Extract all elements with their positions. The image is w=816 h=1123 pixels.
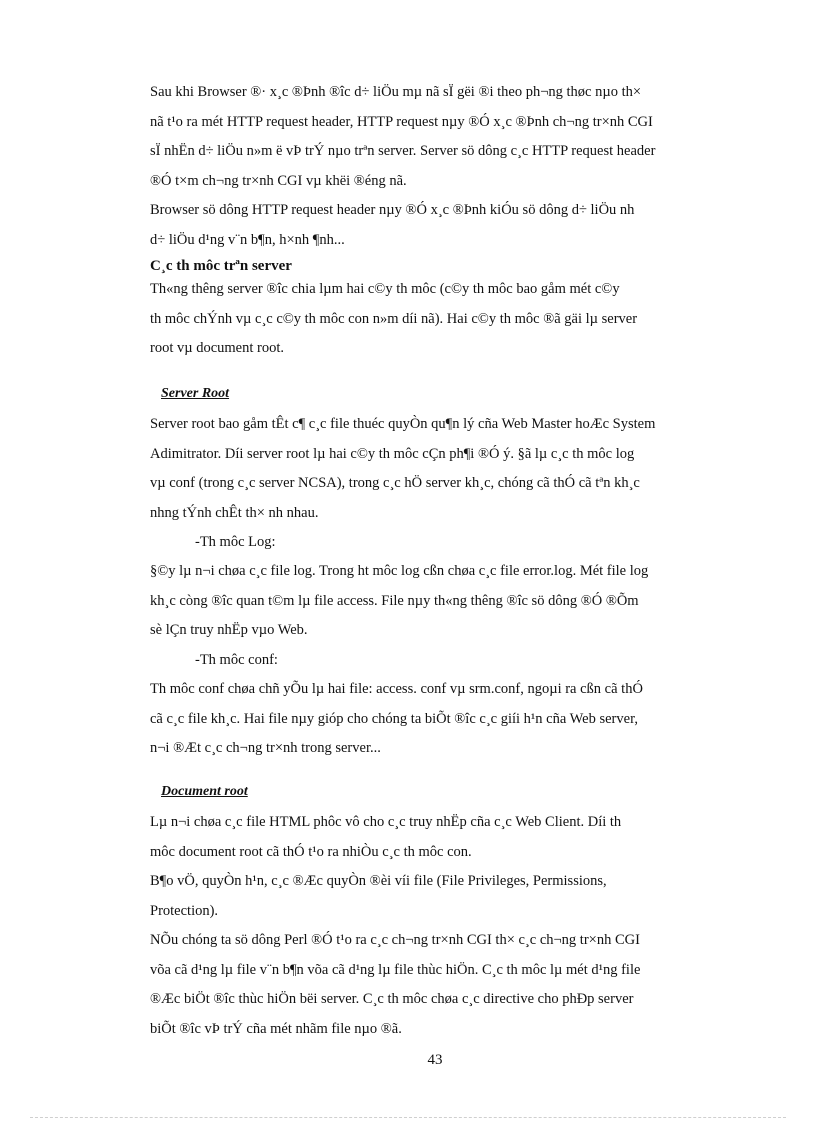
subheading-server-root: Server Root bbox=[161, 386, 230, 401]
text-line: sè lÇn truy nhËp vµo Web. bbox=[150, 622, 308, 638]
text-line: Sau khi Browser ®· x¸c ®Þnh ®îc d÷ liÖu mµ nã sÏ gëi ®i theo ph¬ng thøc nµo th× bbox=[150, 84, 642, 100]
text-line: d÷ liÖu d¹ng v¨n b¶n, h×nh ¶nh... bbox=[150, 231, 345, 248]
text-line: cã c¸c file kh¸c. Hai file nµy gióp cho chóng ta biÕt ®îc c¸c giíi h¹n cña Web server, bbox=[150, 710, 638, 727]
paragraph-file-permissions bbox=[150, 867, 722, 926]
text-line: ®Æc biÖt ®îc thùc hiÖn bëi server. C¸c th môc chøa c¸c directive cho phÐp server bbox=[150, 991, 634, 1007]
text-line: Th«ng thêng server ®îc chia lµm hai c©y th môc (c©y th môc bao gåm mét c©y bbox=[150, 281, 620, 297]
text-line: -Th môc Log: bbox=[195, 534, 276, 550]
text-line: th môc chÝnh vµ c¸c c©y th môc con n»m díi nã). Hai c©y th môc ®ã gäi lµ server bbox=[150, 310, 638, 327]
list-item-conf-folder bbox=[195, 646, 595, 676]
text-line: Protection). bbox=[150, 902, 219, 919]
subheading-document-root: Document root bbox=[161, 784, 248, 799]
text-line: n¬i ®Æt c¸c ch¬ng tr×nh trong server... bbox=[150, 740, 381, 756]
text-line: -Th môc conf: bbox=[195, 652, 278, 668]
text-line: vµ conf (trong c¸c server NCSA), trong c¸c hÖ server kh¸c, chóng cã thÓ cã tªn kh¸c bbox=[150, 475, 640, 491]
text-line: biÕt ®îc vÞ trÝ cña mét nhãm file nµo ®ã. bbox=[150, 1020, 402, 1037]
text-line: Server root bao gåm tÊt c¶ c¸c file thuéc quyÒn qu¶n lý cña Web Master hoÆc System bbox=[150, 416, 656, 432]
paragraph-browser-header bbox=[150, 196, 722, 255]
text-line: NÕu chóng ta sö dông Perl ®Ó t¹o ra c¸c ch¬ng tr×nh CGI th× c¸c ch¬ng tr×nh CGI bbox=[150, 932, 640, 948]
text-line: Lµ n¬i chøa c¸c file HTML phôc vô cho c¸c truy nhËp cña c¸c Web Client. Díi th bbox=[150, 814, 622, 830]
paragraph-perl-cgi bbox=[150, 926, 722, 1044]
text-line: nhng tÝnh chÊt th× nh nhau. bbox=[150, 504, 319, 521]
text-line: nã t¹o ra mét HTTP request header, HTTP request nµy ®Ó x¸c ®Þnh ch¬ng tr×nh CGI bbox=[150, 113, 653, 130]
page-number: 43 bbox=[427, 1052, 443, 1068]
section-heading-server-folders: C¸c th môc trªn server bbox=[150, 258, 292, 274]
paragraph-server-folders bbox=[150, 275, 722, 364]
text-line: võa cã d¹ng lµ file v¨n b¶n võa cã d¹ng lµ file thùc hiÖn. C¸c th môc lµ mét d¹ng file bbox=[150, 961, 641, 978]
list-item-log-folder bbox=[195, 528, 595, 558]
page-bottom-divider bbox=[30, 1117, 786, 1118]
text-line: sÏ nhËn d÷ liÖu n»m ë vÞ trÝ nµo trªn server. Server sö dông c¸c HTTP request header bbox=[150, 143, 656, 159]
text-line: môc document root cã thÓ t¹o ra nhiÒu c¸c th môc con. bbox=[150, 843, 472, 860]
paragraph-server-root bbox=[150, 410, 722, 528]
paragraph-conf-folder bbox=[150, 675, 722, 764]
text-line: Browser sö dông HTTP request header nµy ®Ó x¸c ®Þnh kiÓu sö dông d÷ liÖu nh bbox=[150, 202, 635, 218]
text-line: §©y lµ n¬i chøa c¸c file log. Trong ht môc log cßn chøa c¸c file error.log. Mét file log bbox=[150, 563, 649, 579]
paragraph-document-root bbox=[150, 808, 722, 867]
text-line: root vµ document root. bbox=[150, 340, 284, 356]
text-line: kh¸c còng ®îc quan t©m lµ file access. File nµy th«ng thêng ®îc sö dông ®Ó ®Õm bbox=[150, 592, 639, 609]
text-line: Th môc conf chøa chñ yÕu lµ hai file: access. conf vµ srm.conf, ngoµi ra cßn cã thÓ bbox=[150, 681, 643, 697]
text-line: Adimitrator. Díi server root lµ hai c©y th môc cÇn ph¶i ®Ó ý. §ã lµ c¸c th môc log bbox=[150, 445, 635, 462]
text-line: B¶o vÖ, quyÒn h¹n, c¸c ®Æc quyÒn ®èi víi file (File Privileges, Permissions, bbox=[150, 873, 607, 889]
paragraph-browser-request bbox=[150, 78, 722, 196]
text-line: ®Ó t×m ch¬ng tr×nh CGI vµ khëi ®éng nã. bbox=[150, 172, 407, 189]
paragraph-log-folder bbox=[150, 557, 722, 646]
